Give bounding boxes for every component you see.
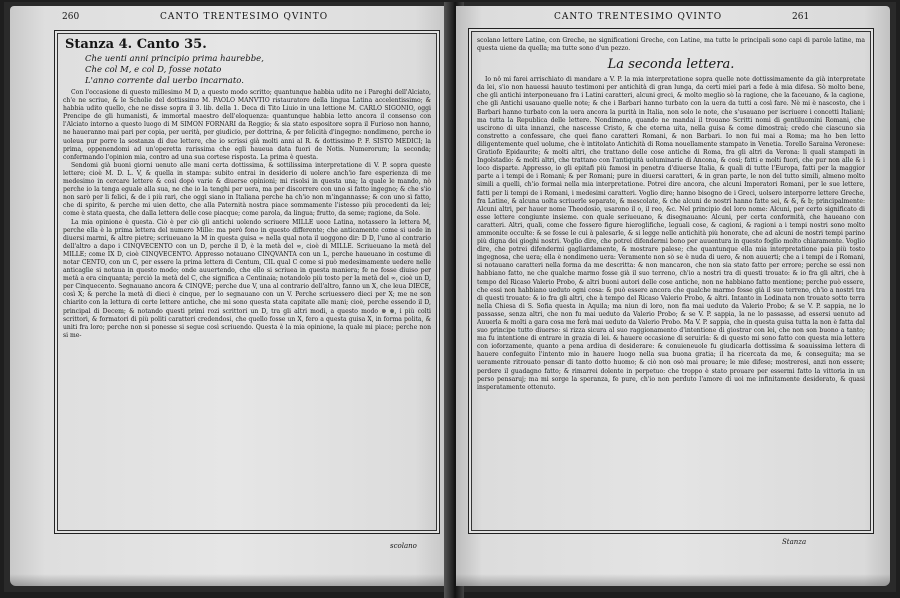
paragraph: Sendomi già buoni giorni uenuto alle mani certa dottissima, & sottilissima interpretatione di V. P. sopra queste lettere; cioè M. D. L. V, & quella in stampa: subito entrai in desiderio di uolere anch'io fare esperienza di me medesimo in cercare lettere & così dopò varie & diuerse opinioni; mi risolsi in questa una; la quale le mando, nò perche io la tenga eguale alla sua, ne che io la tenghi per uera, ma per discorrere con uno si fatto ingegno; & che s'io non sarò per li felici, & de i più rari, che oggi siano in Italiana perche ha ch'io non m'ingannasse; & con uno sì fatto, che di spirito, & perche mi uien detto, che alla Paternità nostra piace sommamente l'istesso più procedenti da lei; come è stata questa, che dalla lettera delle cose piacque; come parola, da lingua; frutto, da seme; ragione, da Sole. bbox=[63, 161, 431, 218]
paragraph: scolano lettere Latine, con Greche, ne significationi Greche, con Latine, ma tutte le principali sono capi di parole latine, ma questa uiene da quella; ma tutte sono d'un pezzo. bbox=[477, 37, 865, 53]
left-page bbox=[10, 6, 450, 586]
body-text bbox=[63, 89, 431, 340]
paragraph: Con l'occasione di questo millesimo M D, a questo modo scritto; quantunque habbia udito ne i Pareghi dell'Alciato, ch'e ne scriue, & le Scholie del dottissimo M. PAOLO MANVTIO ristauratore della lingua Latina accelentissimo; & habbia udito quello, che ne disse sopra il 3. lib. della 1. Deca di Tito Liuio in una lettione M. CARLO SIGONIO, oggi Prencipe de gli humanisti, & immortal maestro dell'eloquenza: quantunque habbia letto ancora il consenso con l'Alciato intorno a questo luogo di M SIMON FORNARI da Reggio; & sia stato espositore sopra il Furioso non hanno, ne haueranno mai pari per copia, per uerità, per giudicio, per dottrina, & per felicità d'ingegno: nondimeno, perche io uoleua pur porre la sostanza di due lettere, che io scrissi già molti anni al R. & dottissimo P. F. SISTO MEDICI; la prima, oppenendomi ad un'operetta rarissima che egli haueua data fuori de Notis. Numerorum; la seconda; confermando l'opinion mia, contro ad una sua cortese risposta. La prima è questa. bbox=[63, 89, 431, 161]
page-number: 260 bbox=[62, 12, 80, 22]
section-title: La seconda lettera. bbox=[607, 57, 735, 73]
page-content bbox=[477, 35, 865, 529]
verse-line: Che uenti anni principio prima haurebbe, bbox=[85, 54, 264, 64]
text-frame bbox=[468, 28, 874, 534]
text-frame bbox=[54, 30, 440, 534]
catchword: scolano bbox=[390, 542, 417, 550]
right-page bbox=[456, 6, 890, 586]
page-edge bbox=[10, 574, 450, 586]
verse-line: Che col M, e col D, fosse notato bbox=[85, 65, 222, 75]
catchword: Stanza bbox=[782, 538, 807, 546]
intro-text bbox=[477, 37, 865, 53]
page-content bbox=[63, 37, 431, 529]
paragraph: La mia opinione è questa. Ciò è per ciò gli antichi uolendo scriuere MILLE uoce Latina, notassero la lettera M, perche ella è la prima lettera del numero Mille: ma però fono in questo differente; che anticamente come si uede in diuersi marmi, & altre pietre; scriueuano la M in questa guisa ∞ nella qual nota il uoggono dir: D D, l'uno al contrario dell'altro a dapo i CINQVECENTO con un D, perche il D, è la metà del ∞, cioè di MILLE. Scriueuano la metà del MILLE; come IX D, cioè CINQVECENTO. Appresso notauano CINQVANTA con un L, perche haueuano in costume di notar CENTO, con un C, per essere la prima lettera di Centum, CIL qual C come si può medesimamente uedere nelle anticaglie si notaua in questo modo; onde auuertendo, che ello si scriuea in questa maniera; fe ne fosse diuiso per metà a era cinquanta; perciò la metà del C, che significa a Centinaia; notandolo più tosto per la metà del ∞, cioè un D, per Cinquecento. Segnauano ancora & CINQVE; perche due V, una al contrario dell'altro, fanno un X, che leua DIECE, così X; & perche la metà di dieci è cinque, per lo segnauano con un V. Perche scriuessero dieci per X; me ne son chiarito con la lettura di certe lettere antiche, che mi sono questa stata capitate alle mani; cioè, perche essendo il D, principal di Decem; & notando questi primi rozi scrittori un D, tra gli altri modi, a questo modo ⊗ ⊗, i più colti scrittori, & formatori di più politi caratteri credendosi, che quello fosse un X, fero a questa guisa X, in forma polita, & uniti fra loro; perche non si ponesse si segue così scriuendo. Questa è la mia opinione, la quale mi piace; perche non si me- bbox=[63, 218, 431, 339]
paragraph: Io nô mi farei arrischiato di mandare a V. P. la mia interpretatione sopra quelle note dottissimamente da già interpretate da lei, s'io non hauessi hauuto testimoni per antichità di gran lunga, da certi miei pari a fede à mia difesa. Sò molto bene, che gli antichi interponeuano fra i Latini caratteri, alcuni greci, & molto meglio sò la ragione, che la faceuano, & la cagione, che gli Antichi usauano quelle note; & che i Barbari hanno turbato con la uera da tutti a così fare. Nè mi è nascosto, che i Barbari hanno turbato con la uera ancora la purità in Italia, non solo le note, che s'usauano per iscriuere i concetti Italiani; ma tutta la Republica delle lettere. Nondimeno, quando ne mandai il trouano Scritti nomi di gentiluomini Romani, che uscirono di uita innanzi, che nascesse Cristo, & che eterna uita, nella guisa & come dimostrai; credo che ciascuno sia constretto a confessare, che quei fiano caratteri Romani, & non Barbari. Io non fui mai a Roma; ma ho ben letto diligentemente quel uolume, che è intitolato Antichità di Roma nouellamente stampato in Venetia. Torello Saraina Veronese: Gratiofo Epidaurite; & molti altri, che trattano delle cose antiche di Roma, fra gli altri da Verona: li quali stampati in Ingolstadio: & molti altri, che trattano con l'antiquità uoluminarie di Ancona, & cosi; fatti e molti fuori, che pur non alle & i loco disparte. Appresso, io gli epitafi più famosi in penetra d'diuerse Italia, & quali di tutte l'Europa, fatti per la maggior parte a i tempi de i Romani; & per Romani; pure in diuersi caratteri, & in gran parte, le non del tutto simili, almeno molto simili a quelli, ch'io formai nella mia interpretatione. Potrei dire ancora, che alcuni Imperatori Romani, per le sue lettere, fatti per li tempi de i Romani, i medesimi caratteri. Voglio dire; hanno bisogno de i Greci, uolsero interporre lettere Greche, fra Latine, & alcuna uolta scriuerle separate, & mescolate, & che alcuni de nostri hanno fatte sei, & &, & b; principalmente: Alcuni altri, per hauer nome Theodosio, usarono il o, il reo, &c. Nel principio del loro nome: Alcuni, per certo significato di esse lettere congiunte insieme. con quale seriueuano, & disegnauano: Alcuni, per certa conformità, che haueano con caratteri. Altri, quali, come che fossero figure hieroglifiche, leguali cose, & cagioni, & ragioni a i tempi nostri sono molto ammonite occulte: & se fosse le cui à palesarle, & si legge nelle antichità più honorate, che ad alcuni de nostri tempi parino più digna dei gioghi nostri. Voglio dire, che potrei difendermi bono per auuentura in questo foglio molto chiaramente. Voglio dire, che potrei difendermi gagliardamente, & mostrare palese; che quantunque ella mia interpretatione paia più tosto ingegnosa, che uera; ella è nondimeno uera: Veramente non sò se è nuda di uero, & non auuerti; che a i tempi de i Romani, si notauano caratteri nella forma da me descritta: & non mancaron, che non sia stato fatto per errore; perche se essi non habbiano fatto, ne che qualche marmo fosse già il suo terreno, ch'io a nostri tra di questi trouato: & io fra gli altri, che à tempo del Ricaso Valerio Probo, & altri buoni autori delle cose antiche, non ne habbiano fatto mentione; perche può essere, che essi non habbiano ueduto ogni cosa: & può essere ancora che qualche marmo fosse già il suo terreno, ch'io a nostri tra di questi trouato: & io fra gli altri, che à tempo del Ricaso Valerio Probo, & altri. Intanto in Lodinata non trouato sotto terra nella Chiesa di S. Sofia questa in Aquila; ma niun di loro, non fia mai ueduto da Valerio Probo; & se V. P. sappia, ne lo passasse, senza altri, che non fu mai ueduto da Valerio Probo; & se V. P. sappia, la ne lo passasse, ad essersi uenuto ad Auuerla & molti a gara cosa me ferà mai ueduto da Valerio Probo. Ma V. P. sappia, che in questa guisa tutta la non è fatta dal suo principe tutto diuerso: si rizza sicura al suo raggionamento d'intentione di giostrar con lei, che non son buono a tanto; ma fu intentione di entrare in grazia di lei. & hauere occasione di seruirla: & di questo mi sono fatto con questa mia lettera con ioforzamente, quanto a pena ardiua di desiderare: & conuieneuole fu giudicarla dottissima & soauissima lettera di hauere confeguito l'intento mio in hauere luogo nella sua buona gratia; il ha ricercata da me, & conseguita; ma se ueramente ritrouato pensar di tanto dotto huomo; & ciò non osò mai prouare; le mie difese; mostreresi, anzi non essere; perdere il guadagno fatto; & rimarrei dolente in perpetuo: che troppo è stato prouare per essermi fatto la vittoria in un perso pensaruj; ma mi sorge la speranza, fe pure, ch'io non perduto l'amore di uoi me infinitamente desiderato, & quasi insperatamente ottenuto. bbox=[477, 76, 865, 391]
page-edge bbox=[456, 574, 890, 586]
verse-line: L'anno corrente dal uerbo incarnato. bbox=[85, 76, 244, 86]
body-text bbox=[477, 76, 865, 392]
running-head: CANTO TRENTESIMO QVINTO bbox=[554, 12, 723, 22]
running-head: CANTO TRENTESIMO QVINTO bbox=[160, 12, 329, 22]
open-book bbox=[4, 2, 896, 592]
stanza-title: Stanza 4. Canto 35. bbox=[65, 37, 207, 52]
page-number: 261 bbox=[792, 12, 810, 22]
